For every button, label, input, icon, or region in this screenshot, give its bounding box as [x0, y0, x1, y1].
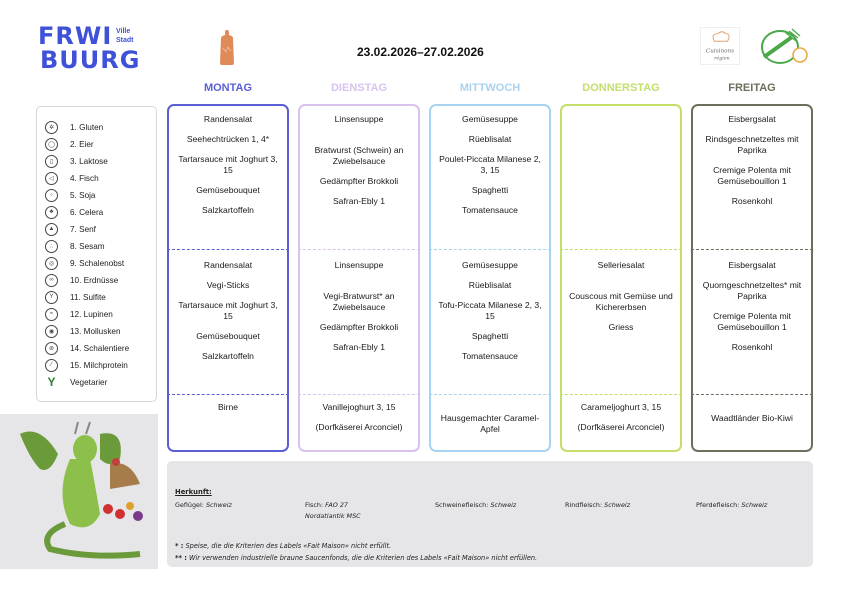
- menu-item: Linsensuppe: [334, 114, 384, 124]
- menu-item: Seehechtrücken 1, 4*: [186, 134, 270, 144]
- peanut-icon: ∞: [45, 274, 58, 287]
- allergen-label: 1. Gluten: [70, 122, 104, 132]
- allergen-label: 2. Eier: [70, 139, 94, 149]
- menu-2-section: [300, 260, 418, 362]
- menu-item: (Dorfkäserei Arconciel): [315, 422, 403, 432]
- menu-item: Spaghetti: [471, 331, 509, 341]
- allergen-item: [45, 238, 105, 254]
- allergen-label: 3. Laktose: [70, 156, 108, 166]
- menu-item: Salzkartoffeln: [202, 351, 254, 361]
- allergen-label: 10. Erdnüsse: [70, 275, 119, 285]
- menu-item: Vegi-Bratwurst* an Zwiebelsauce: [323, 291, 395, 312]
- allergen-label: 15. Milchprotein: [70, 360, 128, 370]
- menu-item: Tofu-Piccata Milanese 2, 3, 15: [438, 300, 542, 321]
- lupin-icon: ≈: [45, 308, 58, 321]
- svg-text:Cuisinons: Cuisinons: [705, 48, 735, 55]
- origin-poultry: [175, 500, 232, 511]
- origin-horse: [696, 500, 767, 511]
- spacer: [693, 402, 811, 413]
- dessert-section: [431, 402, 549, 444]
- dessert-section: [300, 402, 418, 442]
- day-heading-dienstag: DIENSTAG: [330, 82, 388, 94]
- allergen-item: [45, 136, 94, 152]
- allergen-item: [45, 289, 106, 305]
- allergen-label: 4. Fisch: [70, 173, 99, 183]
- menu-item: Safran-Ebly 1: [332, 196, 386, 206]
- day-heading-freitag: FREITAG: [728, 82, 776, 94]
- origin-value: FAO 27: [325, 501, 348, 509]
- day-heading-mittwoch: MITTWOCH: [459, 82, 521, 94]
- menu-2-section: [431, 260, 549, 371]
- menu-item: Waadtländer Bio-Kiwi: [711, 413, 793, 423]
- menu-item: Rosenkohl: [731, 196, 773, 206]
- section-divider: [298, 394, 420, 395]
- allergen-label: 11. Sulfite: [70, 292, 106, 302]
- origin-fish: [305, 500, 361, 522]
- logo-line-1: FRWI: [38, 22, 113, 50]
- menu-item: Birne: [217, 402, 239, 412]
- menu-item: Rindsgeschnetzeltes mit Paprika: [705, 134, 799, 155]
- nut-icon: ◎: [45, 257, 58, 270]
- cutting-board-icon: [217, 30, 237, 66]
- menu-1-section: [431, 114, 549, 225]
- allergen-label: 14. Schalentiere: [70, 343, 130, 353]
- origin-value: Schweiz: [205, 501, 232, 509]
- footnote-double-star: [175, 554, 537, 562]
- day-column-mittwoch: [429, 104, 551, 452]
- allergen-item: [45, 187, 96, 203]
- section-divider: [298, 249, 420, 250]
- menu-item: Linsensuppe: [334, 260, 384, 270]
- allergen-item: [45, 272, 118, 288]
- menu-item: Tartarsauce mit Joghurt 3, 15: [178, 154, 278, 175]
- allergen-label: 5. Soja: [70, 190, 96, 200]
- menu-item: Rosenkohl: [731, 342, 773, 352]
- origin-title: Herkunft:: [175, 488, 212, 496]
- menu-item: Randensalat: [203, 114, 253, 124]
- section-divider: [691, 249, 813, 250]
- menu-item: Rüeblisalat: [468, 134, 512, 144]
- section-divider: [691, 394, 813, 395]
- logo-line-2: BUURG: [40, 46, 141, 74]
- origin-value: Schweiz: [741, 501, 768, 509]
- allergen-label: 9. Schalenobst: [70, 258, 125, 268]
- dessert-section: [693, 402, 811, 433]
- allergen-item: [45, 221, 96, 237]
- spacer: [300, 134, 418, 145]
- footnote-text: Wir verwenden industrielle braune Saucenfonds, die die Kriterien des Labels «Fait Maison» nicht erfüllen.: [186, 554, 538, 562]
- sesame-icon: ∴: [45, 240, 58, 253]
- egg-icon: ◯: [45, 138, 58, 151]
- menu-item: Carameljoghurt 3, 15: [580, 402, 662, 412]
- menu-item: Rüeblisalat: [468, 280, 512, 290]
- menu-item: Eisbergsalat: [728, 114, 776, 124]
- menu-item: Hausgemachter Caramel-Apfel: [440, 413, 540, 434]
- allergen-item: [45, 357, 128, 373]
- menu-item: Griess: [608, 322, 634, 332]
- svg-text:région: région: [714, 56, 730, 62]
- wheat-icon: ✲: [45, 121, 58, 134]
- day-heading-donnerstag: DONNERSTAG: [582, 82, 660, 94]
- menu-item: Gemüsebouquet: [196, 331, 260, 341]
- section-divider: [167, 394, 289, 395]
- menu-item: Tartarsauce mit Joghurt 3, 15: [178, 300, 278, 321]
- allergen-item: [45, 323, 121, 339]
- menu-1-section: [693, 114, 811, 216]
- spacer: [300, 280, 418, 291]
- menu-1-section: [300, 114, 418, 216]
- fait-maison-label-icon: [756, 27, 810, 67]
- section-divider: [560, 394, 682, 395]
- origin-pork: [435, 500, 516, 511]
- allergen-legend: [36, 106, 157, 402]
- spacer: [562, 280, 680, 291]
- menu-item: Vegi-Sticks: [206, 280, 250, 290]
- dessert-section: [169, 402, 287, 422]
- menu-2-section: [693, 260, 811, 362]
- origin-label: Fisch:: [305, 501, 324, 509]
- menu-item: Couscous mit Gemüse und Kichererbsen: [569, 291, 673, 312]
- menu-item: Vanillejoghurt 3, 15: [322, 402, 396, 412]
- freiburg-logo: [38, 24, 160, 72]
- mollusc-icon: ◉: [45, 325, 58, 338]
- footnote-single-star: [175, 542, 391, 550]
- menu-item: Bratwurst (Schwein) an Zwiebelsauce: [314, 145, 404, 166]
- mustard-icon: ▲: [45, 223, 58, 236]
- menu-item: Gemüsesuppe: [462, 114, 518, 124]
- dessert-section: [562, 402, 680, 442]
- section-divider: [429, 394, 551, 395]
- day-heading-montag: MONTAG: [203, 82, 253, 94]
- allergen-label: 7. Senf: [70, 224, 96, 234]
- spacer: [431, 402, 549, 413]
- origin-label: Schweinefleisch:: [435, 501, 489, 509]
- menu-item: Safran-Ebly 1: [332, 342, 386, 352]
- crustacean-icon: ⊛: [45, 342, 58, 355]
- celery-icon: ♣: [45, 206, 58, 219]
- sulfite-icon: Y: [45, 291, 58, 304]
- menu-item: Gedämpfter Brokkoli: [319, 176, 399, 186]
- menu-item: Tomatensauce: [462, 351, 518, 361]
- menu-item: Salzkartoffeln: [202, 205, 254, 215]
- soy-icon: ⁘: [45, 189, 58, 202]
- footnote-mark: ** :: [175, 554, 187, 562]
- origin-label: Geflügel:: [175, 501, 204, 509]
- vegetarian-sprout-icon: Y: [47, 375, 56, 389]
- allergen-item: [45, 306, 113, 322]
- day-column-freitag: [691, 104, 813, 452]
- allergen-item: [45, 255, 124, 271]
- menu-2-section: [169, 260, 287, 371]
- day-column-montag: [167, 104, 289, 452]
- allergen-item: [45, 340, 129, 356]
- footnote-mark: * :: [175, 542, 184, 550]
- section-divider: [560, 249, 682, 250]
- milk-protein-icon: ⁄: [45, 359, 58, 372]
- origin-value: Schweiz: [604, 501, 631, 509]
- cuisinons-region-label-icon: [700, 27, 740, 65]
- day-column-donnerstag: [560, 104, 682, 452]
- menu-item: Poulet-Piccata Milanese 2, 3, 15: [439, 154, 541, 175]
- origin-value: Schweiz: [490, 501, 517, 509]
- allergen-item: [45, 204, 103, 220]
- dragon-mascot-illustration: [0, 414, 158, 569]
- allergen-label: Vegetarier: [70, 377, 108, 387]
- allergen-label: 12. Lupinen: [70, 309, 113, 319]
- logo-ville: Ville: [116, 28, 131, 35]
- menu-item: Cremige Polenta mit Gemüsebouillon 1: [713, 165, 791, 186]
- menu-item: Eisbergsalat: [728, 260, 776, 270]
- menu-item: Selleriesalat: [597, 260, 645, 270]
- footer-info-panel: [167, 461, 813, 567]
- menu-1-section: [169, 114, 287, 225]
- allergen-item: [45, 374, 107, 390]
- allergen-label: 8. Sesam: [70, 241, 105, 251]
- menu-item: Cremige Polenta mit Gemüsebouillon 1: [713, 311, 791, 332]
- origin-label: Pferdefleisch:: [696, 501, 740, 509]
- footnote-text: Speise, die die Kriterien des Labels «Fait Maison» nicht erfüllt.: [183, 542, 392, 550]
- allergen-item: [45, 119, 103, 135]
- menu-item: Tomatensauce: [462, 205, 518, 215]
- origin-value-2: Nordatlantik MSC: [305, 512, 361, 520]
- menu-item: Quorngeschnetzeltes* mit Paprika: [702, 280, 802, 301]
- fish-icon: ◁: [45, 172, 58, 185]
- section-divider: [167, 249, 289, 250]
- milk-bottle-icon: ▯: [45, 155, 58, 168]
- allergen-item: [45, 153, 108, 169]
- menu-item: Gedämpfter Brokkoli: [319, 322, 399, 332]
- menu-item: Gemüsebouquet: [196, 185, 260, 195]
- date-range: 23.02.2026–27.02.2026: [357, 45, 484, 59]
- allergen-label: 13. Mollusken: [70, 326, 121, 336]
- menu-item: Randensalat: [203, 260, 253, 270]
- menu-item: (Dorfkäserei Arconciel): [577, 422, 665, 432]
- logo-ville-stadt: [116, 27, 134, 45]
- logo-stadt: Stadt: [116, 37, 134, 44]
- day-column-dienstag: [298, 104, 420, 452]
- origin-label: Rindfleisch:: [565, 501, 603, 509]
- section-divider: [429, 249, 551, 250]
- menu-item: Gemüsesuppe: [462, 260, 518, 270]
- menu-item: Spaghetti: [471, 185, 509, 195]
- allergen-label: 6. Celera: [70, 207, 104, 217]
- allergen-item: [45, 170, 99, 186]
- origin-beef: [565, 500, 630, 511]
- menu-2-section: [562, 260, 680, 342]
